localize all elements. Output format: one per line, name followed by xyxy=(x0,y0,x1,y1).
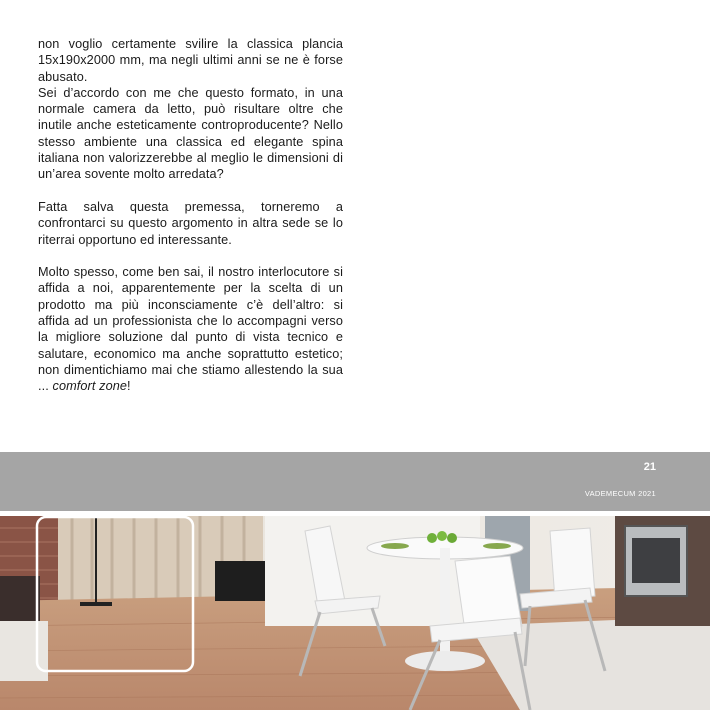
publication-title: VADEMECUM 2021 xyxy=(584,489,656,498)
side-table xyxy=(0,621,48,681)
paragraph-1-part-1: non voglio certamente svilire la classica plancia 15x190x2000 mm, ma negli ultimi anni se ne è forse abusato. xyxy=(38,37,343,84)
page-number: 21 xyxy=(643,461,656,473)
paragraph-1-part-2: Sei d’accordo con me che questo formato, in una normale camera da letto, può risultare oltre che inutile anche esteticamente controproducente? Nello stesso ambiente una classica ed elegante spina italiana non valorizzerebbe al meglio le dimensioni di un’area sovente molto arredata? xyxy=(38,85,343,182)
paragraph-3-end: ! xyxy=(127,379,131,394)
ottoman xyxy=(215,561,265,601)
paragraph-3-main: Molto spesso, come ben sai, il nostro interlocutore si affida a noi, apparentemente per la scelta di un prodotto ma più inconsciamente c’è dell’altro: si affida ad un professionista che lo accompagni verso la migliore soluzione dal punto di vista tecnico e salutare, economico ma anche soprattutto estetico; non dimentichiamo mai che stiamo allestendo la sua ... xyxy=(38,265,343,394)
interior-photo xyxy=(0,516,710,710)
paragraph-3-emphasis: comfort zone xyxy=(52,379,128,394)
paragraph-2: Fatta salva questa premessa, torneremo a confrontarci su questo argomento in altra sede se lo riterrai opportuno ed interessante. xyxy=(38,199,343,247)
paragraph-3 xyxy=(38,264,343,394)
paragraph-1 xyxy=(38,36,343,183)
footer-band xyxy=(0,452,710,511)
body-text xyxy=(38,36,343,411)
apples xyxy=(427,533,437,543)
interior-photo-illustration xyxy=(0,516,710,710)
